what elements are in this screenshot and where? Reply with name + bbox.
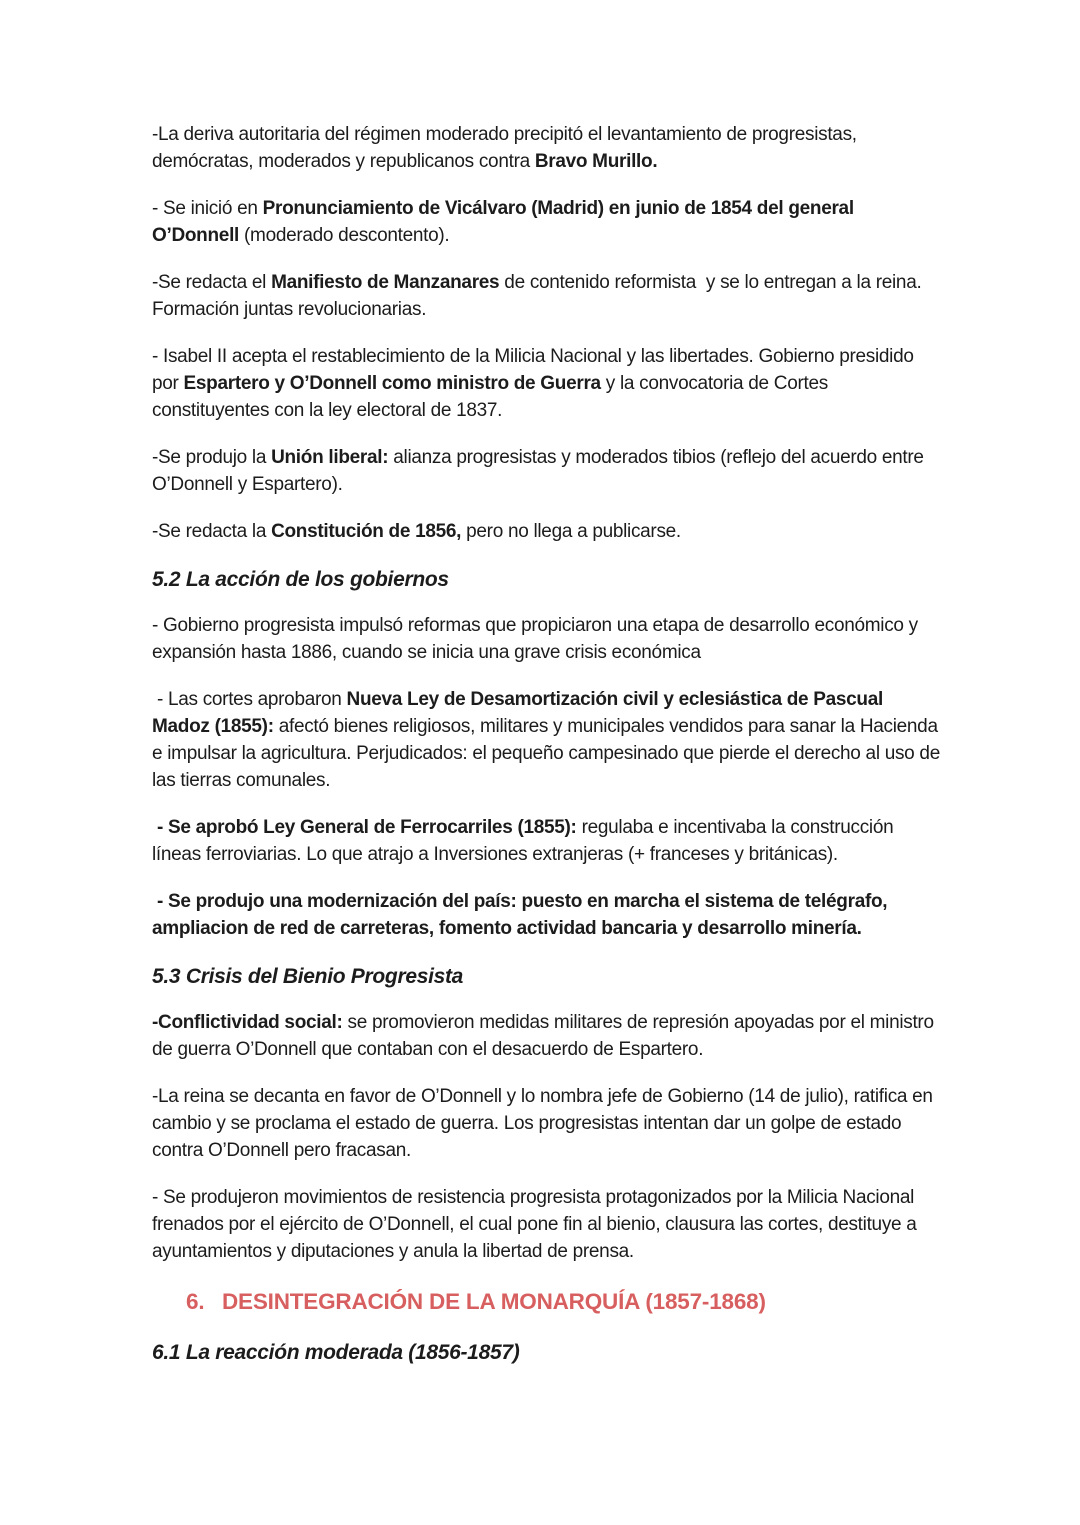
- text-run: - Se inició en: [152, 198, 263, 219]
- text-run: -La reina se decanta en favor de O’Donnell y lo nombra jefe de Gobierno (14 de julio), ratifica en cambio y se proclama el estado de guerra. Los progresistas intentan dar un golpe de estado contra O’Donnell pero fracasan.: [152, 1086, 938, 1161]
- paragraph: [152, 888, 942, 942]
- text-run: - Isabel II acepta el restablecimiento de la Milicia Nacional y las libertades. Gobierno presidido por: [152, 346, 919, 394]
- paragraph: [152, 444, 942, 498]
- chapter-number: 6.: [186, 1289, 205, 1314]
- bold-run: Espartero y O’Donnell como ministro de Guerra: [183, 373, 601, 394]
- document-content: [152, 121, 945, 1385]
- text-run: de contenido reformista y se lo entregan a la reina. Formación juntas revolucionarias.: [152, 272, 927, 320]
- text-run: regulaba e incentivaba la construcción líneas ferroviarias. Lo que atrajo a Inversiones extranjeras (+ franceses y británicas).: [152, 817, 899, 865]
- text-run: - Se produjeron movimientos de resistencia progresista protagonizados por la Milicia Nacional frenados por el ejército de O’Donnell, el cual pone fin al bienio, clausura las cortes, destituye a ayuntamientos y diputaciones y anula la libertad de prensa.: [152, 1187, 922, 1262]
- text-run: afectó bienes religiosos, militares y municipales vendidos para sanar la Hacienda e impulsar la agricultura. Perjudicados: el pequeño campesinado que pierde el derecho al uso de las tierras comunales.: [152, 716, 945, 791]
- bold-run: Manifiesto de Manzanares: [271, 272, 500, 293]
- paragraph: [152, 814, 942, 868]
- text-run: - Las cortes aprobaron: [152, 689, 347, 710]
- paragraph: [152, 195, 942, 249]
- paragraph: [152, 1009, 942, 1063]
- text-run: -Se redacta la: [152, 521, 272, 542]
- chapter-title: DESINTEGRACIÓN DE LA MONARQUÍA (1857-1868): [222, 1289, 766, 1314]
- text-run: alianza progresistas y moderados tibios (reflejo del acuerdo entre O’Donnell y Espartero).: [152, 447, 929, 495]
- paragraph: [152, 612, 942, 666]
- bold-run: Pronunciamiento de Vicálvaro (Madrid) en junio de 1854 del general O’Donnell: [152, 198, 859, 246]
- bold-run: -Conflictividad social:: [152, 1012, 343, 1033]
- bold-run: Bravo Murillo.: [534, 151, 658, 172]
- section-heading-6-1: 6.1 La reacción moderada (1856-1857): [152, 1341, 520, 1364]
- paragraph: [152, 269, 942, 323]
- bold-run: - Se aprobó Ley General de Ferrocarriles (1855):: [156, 817, 577, 838]
- text-run: -Se produjo la: [152, 447, 272, 468]
- paragraph: [152, 686, 945, 794]
- paragraph: [152, 121, 942, 175]
- paragraph: [152, 518, 942, 545]
- bold-run: Nueva Ley de Desamortización civil y eclesiástica de Pascual Madoz (1855):: [152, 689, 888, 737]
- paragraph: [152, 1184, 942, 1265]
- chapter-heading-6: [186, 1285, 942, 1318]
- text-run: y la convocatoria de Cortes constituyentes con la ley electoral de 1837.: [152, 373, 833, 421]
- bold-run: Unión liberal:: [271, 447, 389, 468]
- text-run: pero no llega a publicarse.: [461, 521, 681, 542]
- text-run: (moderado descontento).: [239, 225, 450, 246]
- text-run: se promovieron medidas militares de represión apoyadas por el ministro de guerra O’Donnell que contaban con el desacuerdo de Espartero.: [152, 1012, 939, 1060]
- text-run: - Gobierno progresista impulsó reformas que propiciaron una etapa de desarrollo económico y expansión hasta 1886, cuando se inicia una grave crisis económica: [152, 615, 923, 663]
- bold-run: Constitución de 1856,: [271, 521, 462, 542]
- paragraph: [152, 343, 942, 424]
- section-heading-5-3: 5.3 Crisis del Bienio Progresista: [152, 965, 464, 988]
- text-run: -Se redacta el: [152, 272, 272, 293]
- paragraph: [152, 1083, 942, 1164]
- bold-run: - Se produjo una modernización del país: puesto en marcha el sistema de telégrafo, ampliacion de red de carreteras, fomento actividad bancaria y desarrollo minería.: [152, 891, 893, 939]
- section-heading-5-2: 5.2 La acción de los gobiernos: [152, 568, 449, 591]
- text-run: -La deriva autoritaria del régimen moderado precipitó el levantamiento de progresistas, demócratas, moderados y republicanos contra: [152, 124, 862, 172]
